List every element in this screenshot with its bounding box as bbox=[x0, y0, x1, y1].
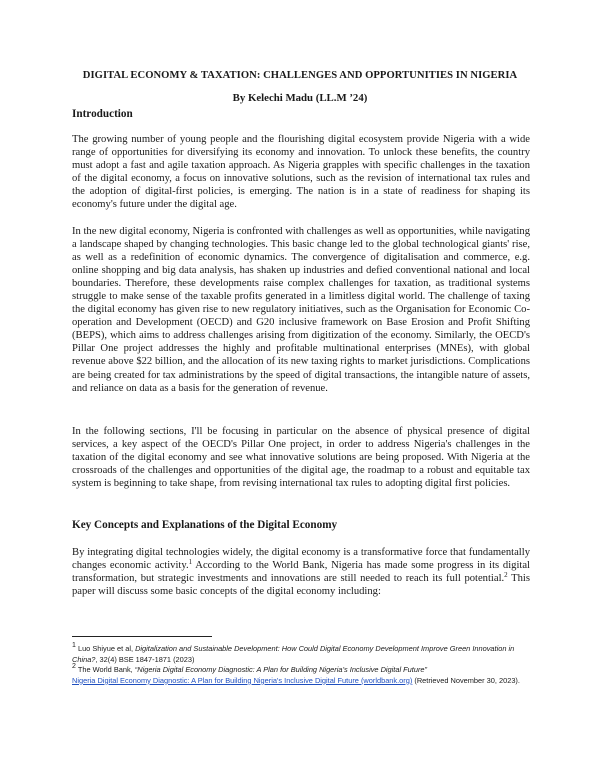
footnote-separator bbox=[72, 636, 212, 637]
footnote-1-text-b: , 32(4) BSE 1847-1871 (2023) bbox=[95, 654, 195, 664]
footnote-2-number: 2 bbox=[72, 663, 76, 671]
footnote-2-text-b: (Retrieved November 30, 2023). bbox=[412, 675, 520, 685]
paragraph-4 bbox=[72, 546, 530, 598]
author-byline: By Kelechi Madu (LL.M ’24) bbox=[232, 92, 368, 104]
key-concepts-heading: Key Concepts and Explanations of the Digital Economy bbox=[72, 519, 338, 531]
footnote-ref-1[interactable]: 1 bbox=[188, 558, 193, 567]
footnote-1 bbox=[72, 644, 534, 665]
footnote-1-text-a: Luo Shiyue et al, bbox=[75, 644, 136, 653]
document-title: DIGITAL ECONOMY & TAXATION: CHALLENGES AND OPPORTUNITIES IN NIGERIA bbox=[82, 70, 518, 81]
footnote-ref-2[interactable]: 2 bbox=[504, 571, 508, 580]
footnote-2 bbox=[72, 665, 534, 686]
paragraph-4-text-b: According to the World Bank, Nigeria has made some progress in its digital transformation, but strategic investments and innovations are still needed to reach its full potential. bbox=[72, 560, 530, 585]
paragraph-2: In the new digital economy, Nigeria is confronted with challenges as well as opportunities, while navigating a landscape shaped by changing technologies. This basic change led to the global technological giants' rise, as well as a redefinition of economic dynamics. The convergence of digitalisation and commerce, e.g. online shopping and big data analysis, has shaken up industries and defied conventional national and local boundaries. Therefore, these developments raise complex challenges for taxation, as traditional systems struggle to make sense of the taxable profits generated in a limitless digital world. The challenge of taxing the digital economy has given rise to new regulatory initiatives, such as the Organisation for Economic Co-operation and Development (OECD) and G20 inclusive framework on Base Erosion and Profit Shifting (BEPS), which aims to address challenges arising from digitization of the economy. Similarly, the OECD's Pillar One project addresses the highly and profitable multinational enterprises (MNEs), with global revenue above $22 billion, and the allocation of its new taxing rights to market jurisdictions. Complications are being created for tax administrations by the speed of digital transactions, the intangible nature of assets, and reliance on data as a basis for the generation of revenue. bbox=[72, 226, 530, 394]
introduction-heading: Introduction bbox=[72, 108, 133, 120]
paragraph-3: In the following sections, I'll be focusing in particular on the absence of physical presence of digital services, a key aspect of the OECD's Pillar One project, in order to address Nigeria's challenges in the taxation of the digital economy and see what innovative solutions are being proposed. With Nigeria at the crossroads of the challenges and opportunities of the digital age, the roadmap to a robust and equitable tax system is beginning to take shape, from revising international tax rules to adopting digital first policies. bbox=[72, 426, 530, 490]
footnote-1-number: 1 bbox=[72, 642, 76, 649]
footnote-2-text-a: The World Bank, bbox=[75, 665, 135, 675]
paragraph-1: The growing number of young people and the flourishing digital ecosystem provide Nigeria with a wide range of opportunities for diversifying its economy and innovation. To unlock these benefits, the country must adopt a fast and agile taxation approach. As Nigeria grapples with specific challenges in the taxation of the digital economy, a focus on innovative solutions, such as the revision of international tax rules and the adoption of digital-first policies, is emerging. The nation is in a state of readiness for shaping its economy's future under the digital age. bbox=[72, 134, 530, 211]
paragraph-4-text-a: By integrating digital technologies widely, the digital economy is a transformative force that fundamentally changes economic activity. bbox=[72, 547, 530, 572]
paragraph-4-text-c: This paper will discuss some basic concepts of the digital economy including: bbox=[72, 573, 531, 598]
footnote-2-title: “Nigeria Digital Economy Diagnostic: A Plan for Building Nigeria’s Inclusive Digital Future” bbox=[134, 665, 427, 675]
footnote-1-title: Digitalization and Sustainable Development: How Could Digital Economy Development Improve Green Innovation in China? bbox=[72, 644, 515, 664]
footnotes bbox=[72, 644, 534, 686]
footnote-2-link[interactable]: Nigeria Digital Economy Diagnostic: A Plan for Building Nigeria's Inclusive Digital Future (worldbank.org) bbox=[72, 675, 413, 685]
